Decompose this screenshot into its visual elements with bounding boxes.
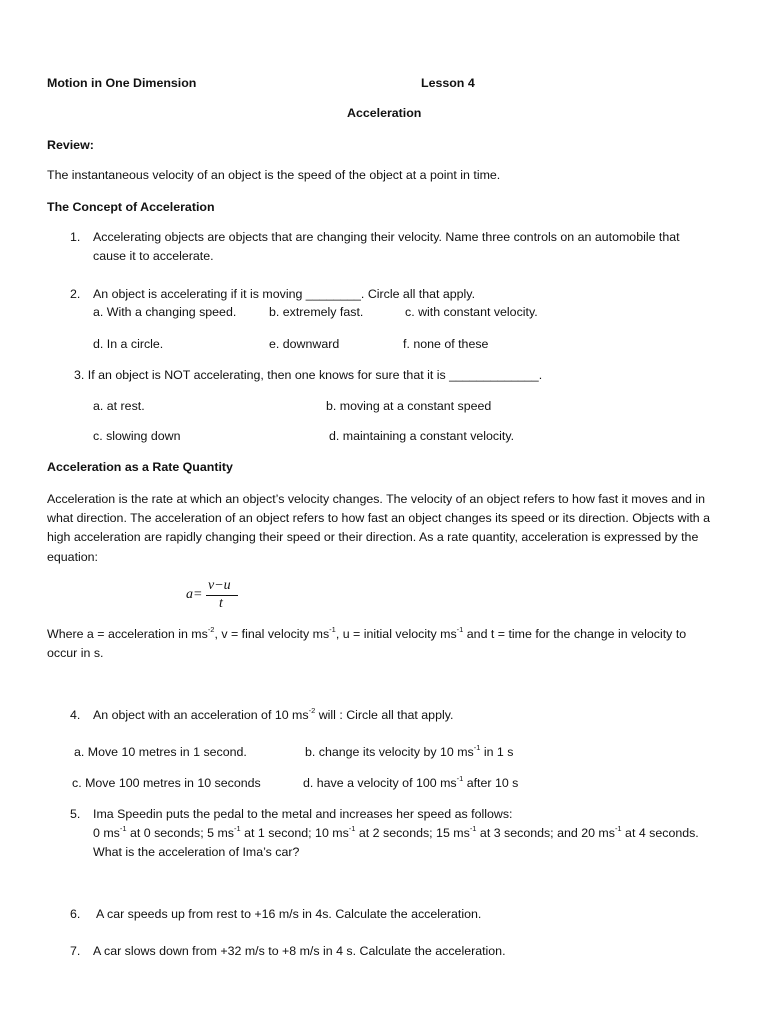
- unit-superscript: -1: [456, 774, 464, 784]
- where-text-3: , u = initial velocity ms: [335, 627, 457, 641]
- q4-option-c: c. Move 100 metres in 10 seconds: [72, 776, 261, 790]
- q4-option-d: [303, 776, 518, 791]
- lesson-number: Lesson 4: [421, 76, 475, 90]
- q4-text-2: will :: [315, 708, 347, 722]
- q2-number: 2.: [70, 287, 81, 301]
- unit-superscript: -1: [119, 824, 127, 834]
- q2-option-f: f. none of these: [403, 337, 489, 351]
- review-heading: Review:: [47, 138, 94, 152]
- q5-speeds: [93, 826, 699, 841]
- q3-option-c: c. slowing down: [93, 429, 181, 443]
- where-text-2: , v = final velocity ms: [214, 627, 330, 641]
- q4-d-text-2: after 10 s: [463, 776, 519, 790]
- unit-superscript: -1: [456, 625, 464, 635]
- q3-option-d: d. maintaining a constant velocity.: [329, 429, 515, 443]
- lesson-topic: Acceleration: [347, 106, 422, 120]
- where-line2: occur in s.: [47, 646, 104, 660]
- q4-option-b: [305, 745, 513, 760]
- q2-option-d: d. In a circle.: [93, 337, 164, 351]
- q7-question: A car slows down from +32 m/s to +8 m/s in 4 s. Calculate the acceleration.: [93, 944, 506, 958]
- q6-question: A car speeds up from rest to +16 m/s in 4s. Calculate the acceleration.: [96, 907, 482, 921]
- unit-superscript: -1: [469, 824, 477, 834]
- equation-lhs: a=: [186, 587, 203, 602]
- unit-superscript: -1: [233, 824, 241, 834]
- rate-heading: Acceleration as a Rate Quantity: [47, 460, 233, 474]
- q4-d-text-1: d. have a velocity of 100 ms: [303, 776, 457, 790]
- concept-heading: The Concept of Acceleration: [47, 200, 215, 214]
- q5-line1: Ima Speedin puts the pedal to the metal and increases her speed as follows:: [93, 807, 513, 821]
- q3-option-b: b. moving at a constant speed: [326, 399, 492, 413]
- q3-option-a: a. at rest.: [93, 399, 145, 413]
- q4-question: [93, 708, 453, 723]
- q2-option-c: c. with constant velocity.: [405, 305, 538, 319]
- q1-number: 1.: [70, 230, 81, 244]
- review-text: The instantaneous velocity of an object is the speed of the object at a point in time.: [47, 168, 501, 182]
- q4-number: 4.: [70, 708, 81, 722]
- q2-option-e: e. downward: [269, 337, 340, 351]
- where-line1: [47, 627, 686, 642]
- q5-speed-text: at 3 seconds; and 20 ms: [476, 826, 615, 840]
- equation-denominator: t: [219, 596, 223, 611]
- q7-number: 7.: [70, 944, 81, 958]
- q3-question: 3. If an object is NOT accelerating, then one knows for sure that it is _____________.: [74, 368, 543, 382]
- q6-number: 6.: [70, 907, 81, 921]
- q5-speed-text: 0 ms: [93, 826, 120, 840]
- q5-line3: What is the acceleration of Ima’s car?: [93, 845, 300, 859]
- q5-speed-text: at 4 seconds.: [621, 826, 699, 840]
- q4-b-text-1: b. change its velocity by 10 ms: [305, 745, 474, 759]
- where-text-1: Where a = acceleration in ms: [47, 627, 208, 641]
- q5-speed-text: at 0 seconds; 5 ms: [126, 826, 234, 840]
- q1-line2: cause it to accelerate.: [93, 249, 214, 263]
- unit-superscript: -1: [614, 824, 622, 834]
- q4-b-text-2: in 1 s: [480, 745, 514, 759]
- unit-superscript: -1: [348, 824, 356, 834]
- q2-option-a: a. With a changing speed.: [93, 305, 237, 319]
- where-text-4: and t = time for the change in velocity to: [463, 627, 687, 641]
- unit-superscript: -1: [329, 625, 336, 635]
- q2-option-b: b. extremely fast.: [269, 305, 364, 319]
- unit-superscript: -2: [308, 706, 316, 716]
- q5-number: 5.: [70, 807, 81, 821]
- q2-question: An object is accelerating if it is moving ________. Circle all that apply.: [93, 287, 476, 301]
- q1-line1: Accelerating objects are objects that are changing their velocity. Name three controls on an automobile that: [93, 230, 680, 244]
- unit-superscript: -1: [473, 743, 481, 753]
- rate-paragraph: Acceleration is the rate at which an object’s velocity changes. The velocity of an object refers to how fast it moves and in what direction. The acceleration of an object refers to how fast an object changes its speed or its direction. Objects with a high acceleration are rapidly changing their speed or their direction. As a rate quantity, acceleration is expressed by the equation:: [47, 492, 711, 564]
- equation-numerator: v−u: [208, 578, 231, 593]
- document-title: Motion in One Dimension: [47, 76, 197, 90]
- q4-text-3: Circle all that apply.: [346, 708, 454, 722]
- q4-option-a: a. Move 10 metres in 1 second.: [74, 745, 247, 759]
- q5-speed-text: at 2 seconds; 15 ms: [355, 826, 470, 840]
- q5-speed-text: at 1 second; 10 ms: [240, 826, 349, 840]
- unit-superscript: -2: [207, 625, 215, 635]
- q4-text-1: An object with an acceleration of 10 ms: [93, 708, 309, 722]
